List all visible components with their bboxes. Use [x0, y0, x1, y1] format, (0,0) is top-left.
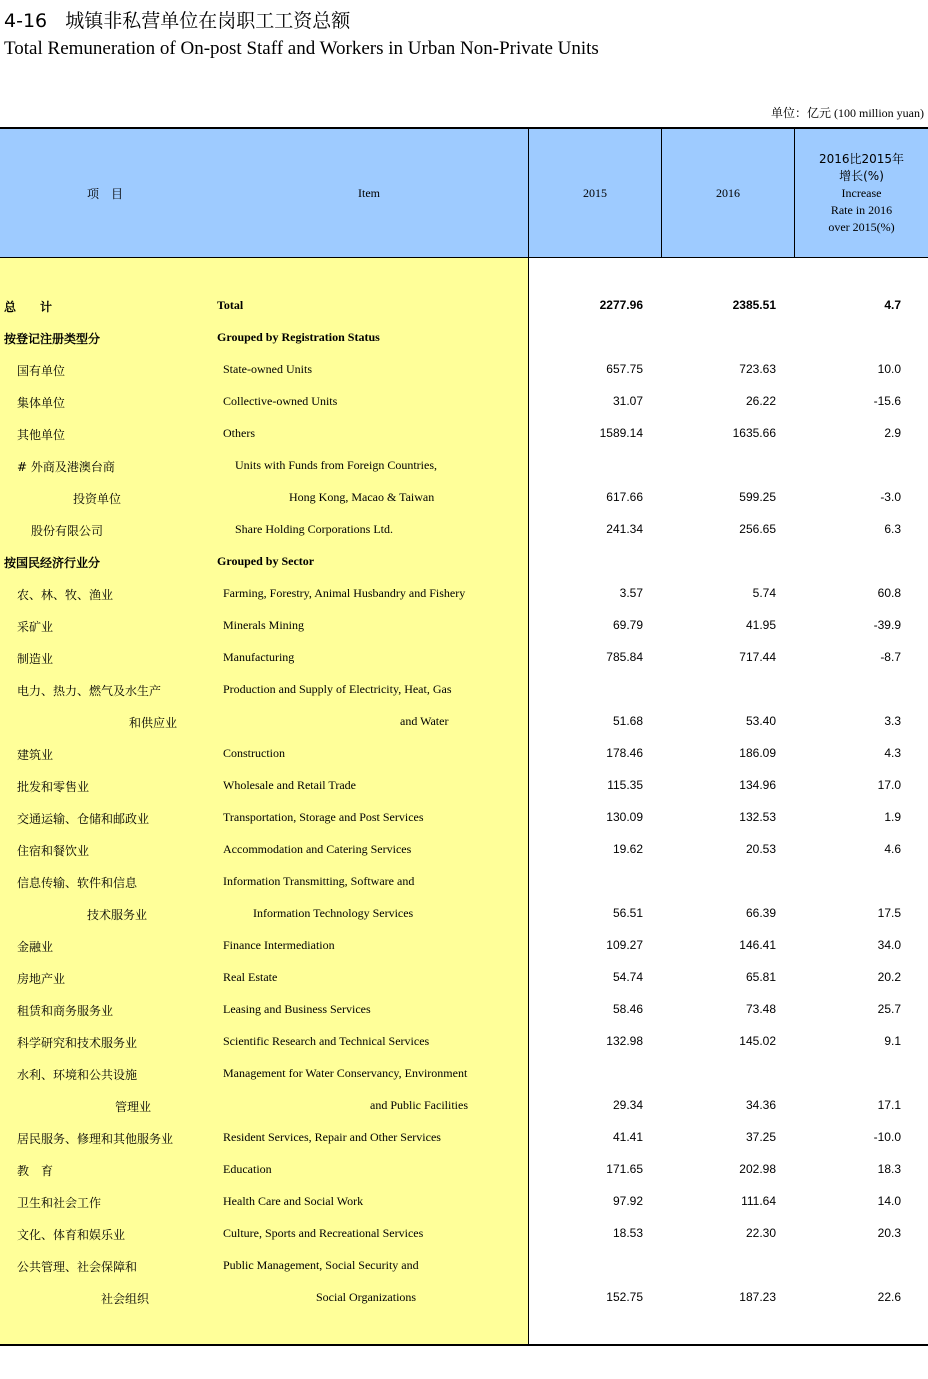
table-row — [0, 386, 928, 418]
row-label-cn: 国有单位 — [17, 364, 66, 378]
row-label-en: and Water — [400, 714, 449, 728]
row-label-en: Share Holding Corporations Ltd. — [235, 522, 393, 536]
table-row — [0, 770, 928, 802]
table-row — [0, 1058, 928, 1090]
row-label-cn: 卫生和社会工作 — [17, 1196, 102, 1210]
row-label-cn: 股份有限公司 — [31, 524, 104, 538]
row-value-2015: 178.46 — [606, 746, 643, 760]
row-value-2016: 723.63 — [739, 362, 776, 376]
row-value-2016: 202.98 — [739, 1162, 776, 1176]
row-value-rate: 17.0 — [877, 778, 901, 792]
unit-label-cn: 单位：亿元 — [770, 106, 831, 120]
row-label-en: Resident Services, Repair and Other Services — [223, 1130, 441, 1144]
row-label-en: Education — [223, 1162, 272, 1176]
table-bottom-rule — [0, 1344, 928, 1346]
row-label-en: Scientific Research and Technical Services — [223, 1034, 430, 1048]
row-label-cn: 农、林、牧、渔业 — [17, 588, 114, 602]
row-value-2016: 26.22 — [745, 394, 776, 408]
row-label-cn: 水利、环境和公共设施 — [17, 1068, 138, 1082]
row-value-rate: 6.3 — [884, 522, 901, 536]
row-value-2015: 29.34 — [612, 1098, 643, 1112]
table-row — [0, 1090, 928, 1122]
row-value-rate: 17.1 — [877, 1098, 901, 1112]
row-label-cn: 租赁和商务服务业 — [17, 1004, 114, 1018]
row-label-cn: 信息传输、软件和信息 — [17, 876, 138, 890]
row-label-cn: 采矿业 — [17, 620, 54, 634]
row-value-rate: 20.3 — [877, 1226, 901, 1240]
table-row — [0, 1026, 928, 1058]
row-value-rate: 22.6 — [877, 1290, 901, 1304]
row-label-en: Others — [223, 426, 255, 440]
row-value-2016: 37.25 — [745, 1130, 776, 1144]
row-label-cn: 制造业 — [17, 652, 54, 666]
row-value-2015: 56.51 — [612, 906, 643, 920]
table-row — [0, 450, 928, 482]
row-value-2016: 66.39 — [745, 906, 776, 920]
row-label-en: Leasing and Business Services — [223, 1002, 371, 1016]
table-row — [0, 482, 928, 514]
row-value-rate: 4.7 — [884, 298, 901, 312]
table-row — [0, 1218, 928, 1250]
row-value-rate: 25.7 — [877, 1002, 901, 1016]
row-value-2016: 145.02 — [739, 1034, 776, 1048]
table-row — [0, 354, 928, 386]
row-label-en: Units with Funds from Foreign Countries, — [235, 458, 438, 472]
row-value-2016: 34.36 — [745, 1098, 776, 1112]
row-value-2015: 54.74 — [612, 970, 643, 984]
table-row — [0, 834, 928, 866]
row-value-2016: 41.95 — [745, 618, 776, 632]
table-row — [0, 1282, 928, 1314]
header-2015: 2015 — [583, 186, 607, 200]
row-value-2015: 657.75 — [606, 362, 643, 376]
table-row — [0, 962, 928, 994]
header-2016: 2016 — [716, 186, 740, 200]
row-label-en: Hong Kong, Macao & Taiwan — [289, 490, 435, 504]
table-row — [0, 898, 928, 930]
row-value-rate: 14.0 — [877, 1194, 901, 1208]
table-title-cn-text: 城镇非私营单位在岗职工工资总额 — [65, 10, 351, 32]
row-value-2015: 69.79 — [612, 618, 643, 632]
row-value-2015: 31.07 — [612, 394, 643, 408]
table-row — [0, 322, 928, 354]
row-label-en: and Public Facilities — [370, 1098, 468, 1112]
table-header — [0, 127, 928, 258]
row-value-2015: 1589.14 — [599, 426, 643, 440]
row-value-rate: 3.3 — [884, 714, 901, 728]
row-value-rate: 10.0 — [877, 362, 901, 376]
row-value-2016: 134.96 — [739, 778, 776, 792]
row-label-cn: 其他单位 — [17, 428, 66, 442]
table-row — [0, 642, 928, 674]
table-row — [0, 1250, 928, 1282]
row-value-2016: 256.65 — [739, 522, 776, 536]
row-value-rate: 4.6 — [884, 842, 901, 856]
table-row — [0, 1186, 928, 1218]
table-row — [0, 866, 928, 898]
table-row — [0, 546, 928, 578]
table-row — [0, 738, 928, 770]
row-label-cn: 金融业 — [17, 940, 54, 954]
row-value-rate: -8.7 — [880, 650, 901, 664]
row-value-2016: 132.53 — [739, 810, 776, 824]
row-value-2015: 2277.96 — [599, 298, 643, 312]
row-value-2016: 1635.66 — [732, 426, 776, 440]
row-label-cn: 公共管理、社会保障和 — [17, 1260, 138, 1274]
table-row — [0, 994, 928, 1026]
header-rate-line5: over 2015(%) — [828, 220, 895, 234]
row-value-2016: 111.64 — [741, 1194, 776, 1208]
row-value-2015: 3.57 — [619, 586, 643, 600]
row-label-en: Farming, Forestry, Animal Husbandry and Fishery — [223, 586, 466, 600]
row-value-2016: 73.48 — [745, 1002, 776, 1016]
row-value-rate: 18.3 — [877, 1162, 901, 1176]
row-value-2015: 97.92 — [612, 1194, 643, 1208]
header-rate-line3: Increase — [841, 186, 882, 200]
row-label-en: Real Estate — [223, 970, 278, 984]
row-label-cn: 社会组织 — [101, 1292, 150, 1306]
row-label-cn: 批发和零售业 — [17, 780, 90, 794]
row-label-cn: # 外商及港澳台商 — [17, 460, 115, 474]
table-row — [0, 930, 928, 962]
row-value-2016: 2385.51 — [732, 298, 776, 312]
row-value-2016: 146.41 — [739, 938, 776, 952]
header-item-en: Item — [358, 186, 380, 200]
table-row — [0, 802, 928, 834]
row-label-en: State-owned Units — [223, 362, 312, 376]
row-label-cn: 电力、热力、燃气及水生产 — [17, 684, 162, 698]
row-value-2016: 20.53 — [745, 842, 776, 856]
row-value-2016: 717.44 — [739, 650, 776, 664]
table-row — [0, 1122, 928, 1154]
header-rate-line4: Rate in 2016 — [830, 203, 893, 217]
table-body — [0, 290, 928, 1314]
row-label-en: Health Care and Social Work — [223, 1194, 364, 1208]
row-label-cn: 按登记注册类型分 — [4, 332, 101, 346]
row-value-rate: -39.9 — [873, 618, 901, 632]
row-value-rate: -3.0 — [880, 490, 901, 504]
row-label-cn: 和供应业 — [129, 716, 178, 730]
row-label-en: Finance Intermediation — [223, 938, 335, 952]
row-value-2015: 617.66 — [606, 490, 643, 504]
table-number: 4-16 — [4, 10, 48, 32]
row-label-en: Wholesale and Retail Trade — [223, 778, 356, 792]
row-value-2016: 187.23 — [739, 1290, 776, 1304]
row-value-rate: 20.2 — [877, 970, 901, 984]
table-title-en: Total Remuneration of On-post Staff and Workers in Urban Non-Private Units — [4, 38, 599, 59]
row-label-cn: 建筑业 — [17, 748, 54, 762]
row-label-en: Management for Water Conservancy, Environment — [223, 1066, 468, 1080]
table-row — [0, 514, 928, 546]
row-value-rate: 17.5 — [877, 906, 901, 920]
row-value-2015: 115.35 — [607, 778, 643, 792]
row-label-cn: 教 育 — [17, 1164, 54, 1178]
row-value-rate: 9.1 — [884, 1034, 901, 1048]
table-row — [0, 706, 928, 738]
table-row — [0, 610, 928, 642]
row-value-2015: 152.75 — [606, 1290, 643, 1304]
row-value-rate: 60.8 — [877, 586, 901, 600]
row-value-2015: 51.68 — [612, 714, 643, 728]
row-value-2015: 785.84 — [606, 650, 643, 664]
row-label-cn: 总 计 — [4, 300, 53, 314]
row-value-2016: 5.74 — [752, 586, 776, 600]
row-value-2015: 109.27 — [606, 938, 643, 952]
row-value-rate: 4.3 — [884, 746, 901, 760]
header-rate — [795, 129, 928, 258]
row-label-cn: 交通运输、仓储和邮政业 — [17, 812, 150, 826]
row-value-rate: 1.9 — [884, 810, 901, 824]
row-label-en: Public Management, Social Security and — [223, 1258, 419, 1272]
row-label-en: Social Organizations — [316, 1290, 417, 1304]
table-row — [0, 674, 928, 706]
row-value-2015: 132.98 — [606, 1034, 643, 1048]
row-label-en: Transportation, Storage and Post Services — [223, 810, 424, 824]
row-label-cn: 技术服务业 — [87, 908, 148, 922]
row-label-cn: 房地产业 — [17, 972, 66, 986]
row-label-en: Information Transmitting, Software and — [223, 874, 415, 888]
row-label-cn: 管理业 — [115, 1100, 152, 1114]
unit-label — [771, 104, 924, 121]
header-rate-line2: 增长(%) — [839, 169, 884, 183]
row-label-en: Construction — [223, 746, 285, 760]
row-label-en: Information Technology Services — [253, 906, 414, 920]
unit-label-en: (100 million yuan) — [834, 106, 924, 120]
row-label-en: Grouped by Registration Status — [217, 330, 380, 344]
row-label-en: Manufacturing — [223, 650, 295, 664]
row-label-en: Production and Supply of Electricity, Heat, Gas — [223, 682, 452, 696]
row-value-rate: 2.9 — [884, 426, 901, 440]
row-value-2015: 19.62 — [612, 842, 643, 856]
header-rate-line1: 2016比2015年 — [818, 152, 905, 166]
header-item-cn: 项 目 — [86, 187, 123, 201]
row-value-rate: 34.0 — [877, 938, 901, 952]
row-value-2016: 53.40 — [745, 714, 776, 728]
row-value-2016: 65.81 — [745, 970, 776, 984]
row-label-cn: 集体单位 — [17, 396, 66, 410]
row-value-2015: 171.65 — [606, 1162, 643, 1176]
row-label-cn: 按国民经济行业分 — [4, 556, 101, 570]
row-value-2016: 186.09 — [739, 746, 776, 760]
row-label-en: Accommodation and Catering Services — [223, 842, 412, 856]
row-value-2015: 58.46 — [612, 1002, 643, 1016]
row-label-cn: 投资单位 — [73, 492, 122, 506]
row-label-en: Total — [217, 298, 244, 312]
row-label-en: Collective-owned Units — [223, 394, 338, 408]
row-label-en: Minerals Mining — [223, 618, 304, 632]
table-row — [0, 418, 928, 450]
row-value-rate: -10.0 — [873, 1130, 901, 1144]
row-label-en: Grouped by Sector — [217, 554, 315, 568]
table-row — [0, 1154, 928, 1186]
table-row — [0, 578, 928, 610]
row-value-2015: 18.53 — [612, 1226, 643, 1240]
table-title-cn — [4, 6, 350, 33]
table-row — [0, 290, 928, 322]
row-label-cn: 科学研究和技术服务业 — [17, 1036, 138, 1050]
row-value-2015: 241.34 — [606, 522, 643, 536]
row-value-rate: -15.6 — [873, 394, 901, 408]
row-label-en: Culture, Sports and Recreational Services — [223, 1226, 424, 1240]
row-value-2016: 22.30 — [745, 1226, 776, 1240]
row-value-2016: 599.25 — [739, 490, 776, 504]
row-label-cn: 文化、体育和娱乐业 — [17, 1228, 126, 1242]
row-label-cn: 住宿和餐饮业 — [17, 844, 90, 858]
row-label-cn: 居民服务、修理和其他服务业 — [17, 1132, 174, 1146]
row-value-2015: 41.41 — [612, 1130, 643, 1144]
row-value-2015: 130.09 — [606, 810, 643, 824]
